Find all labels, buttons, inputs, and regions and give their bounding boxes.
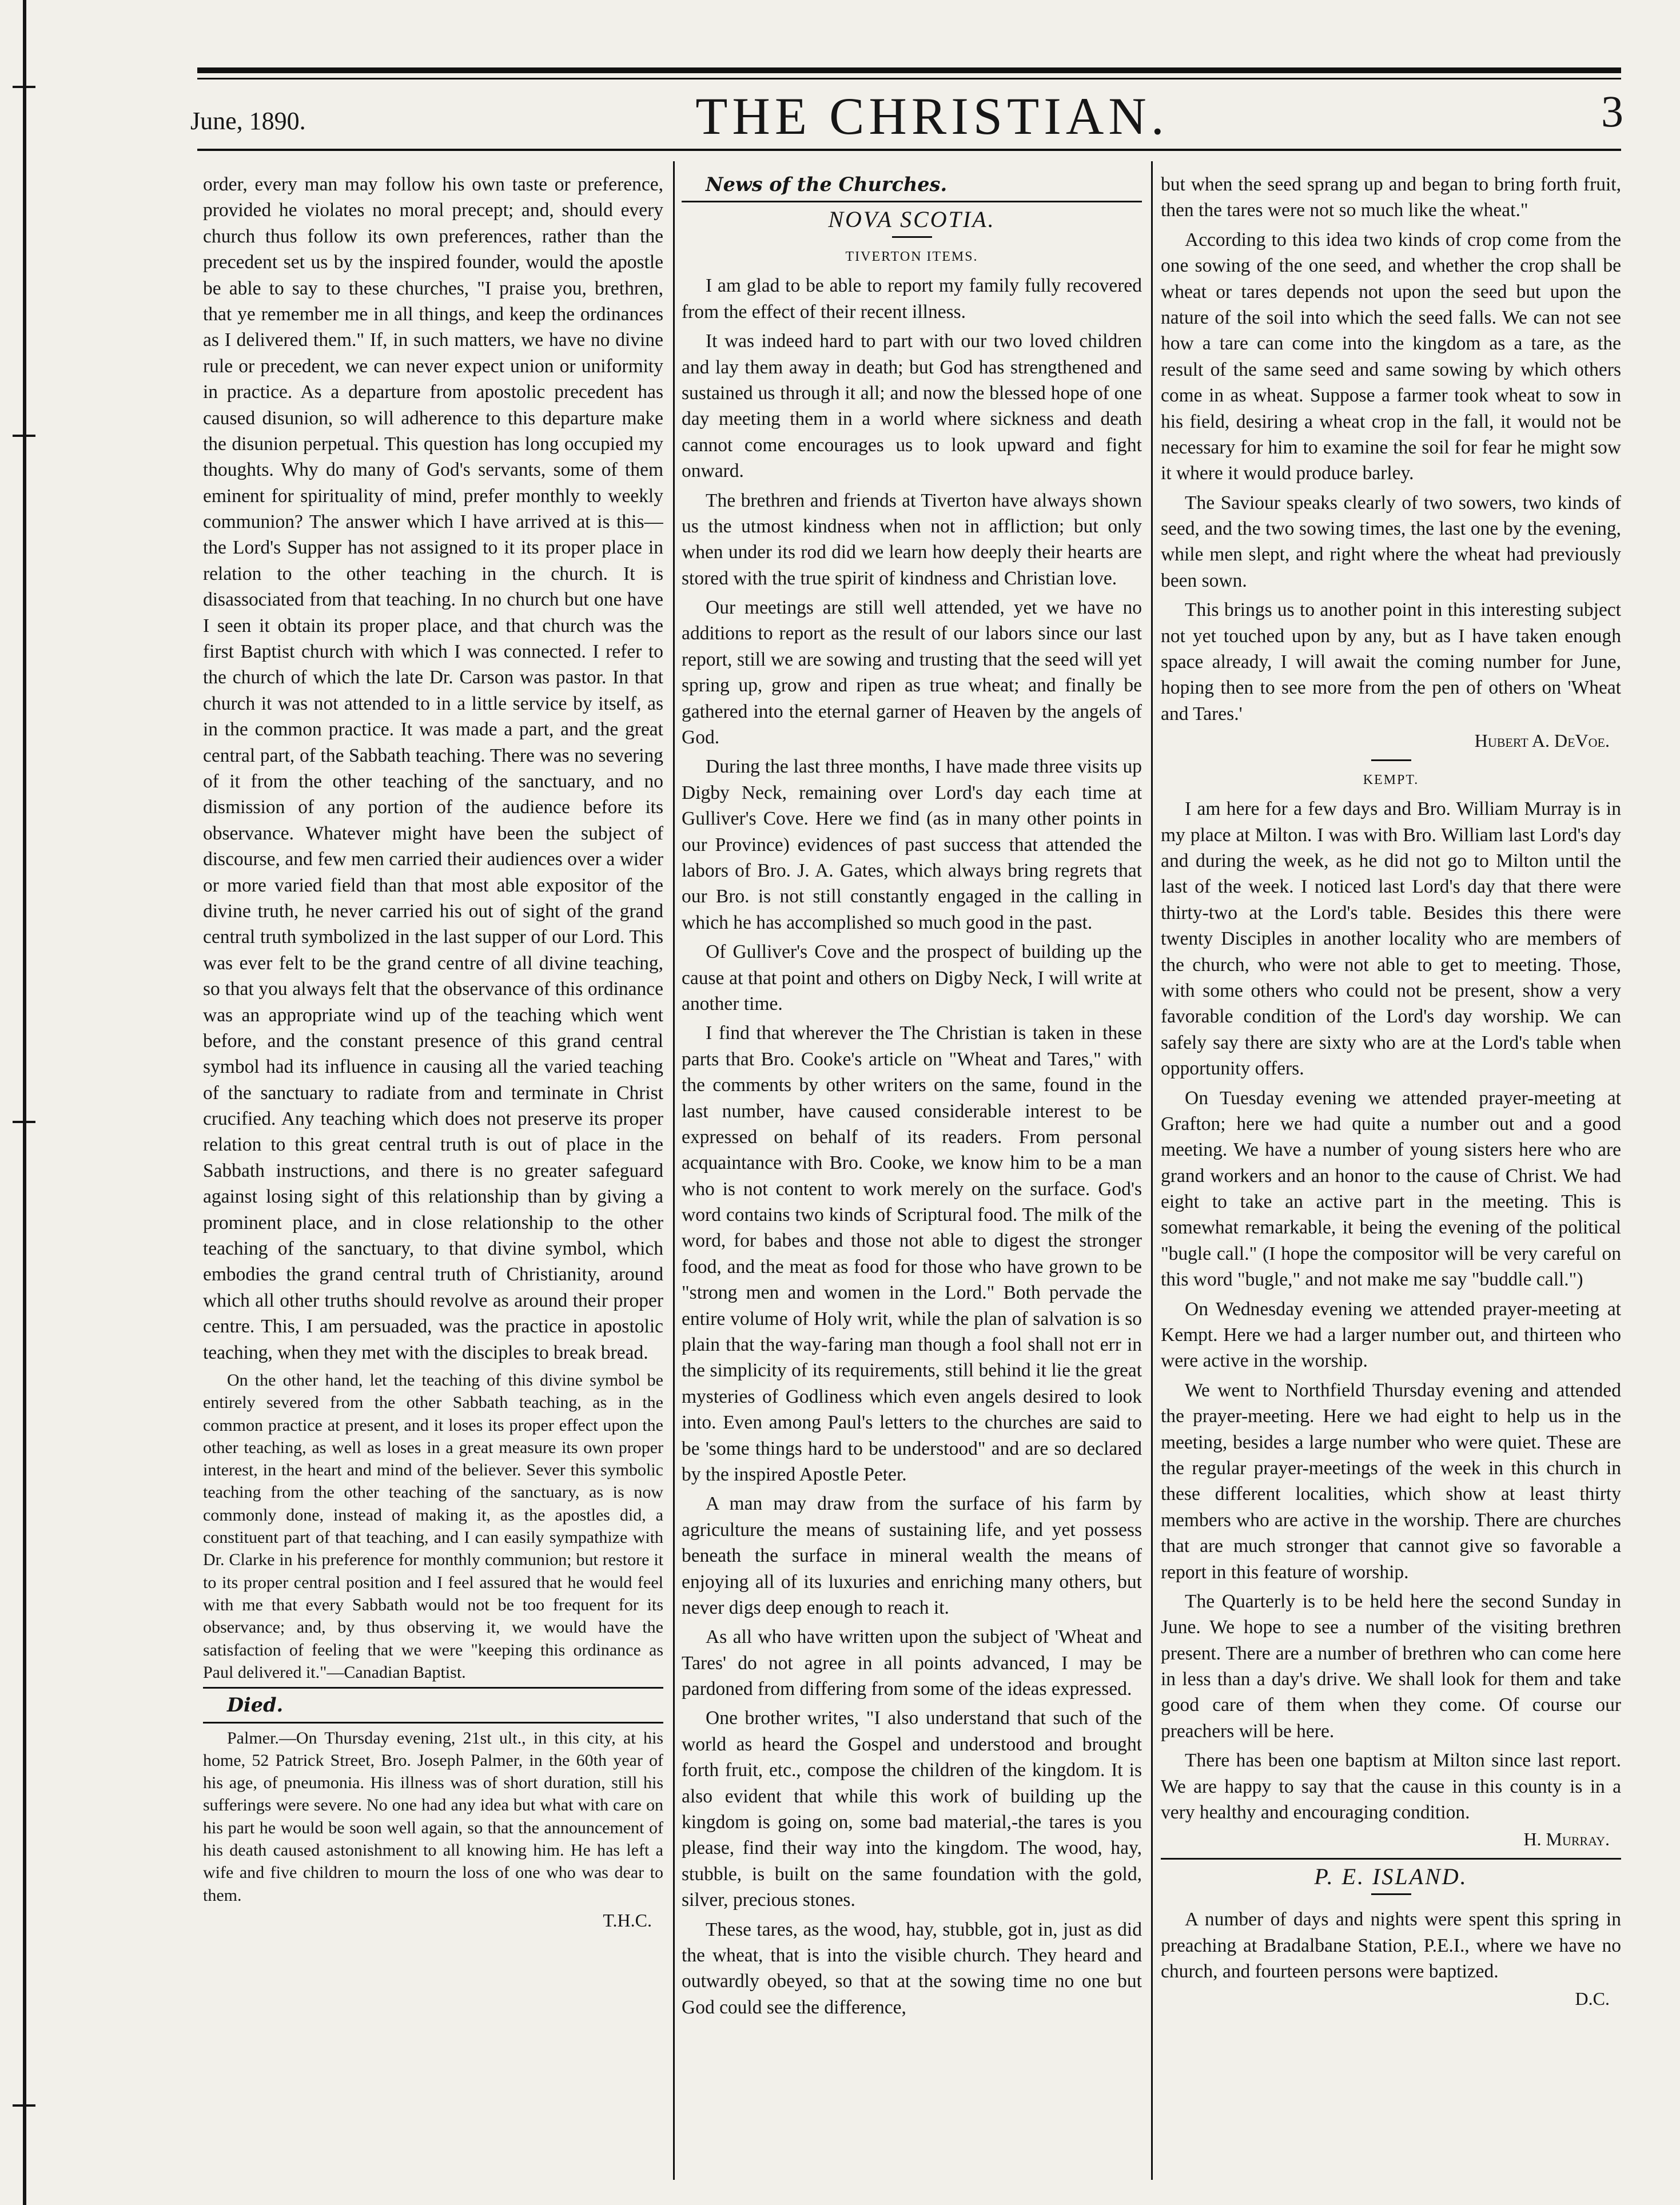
article-paragraph: On Wednesday evening we attended prayer-meeting at Kempt. Here we had a larger number out, and thirteen who were active in the worship.: [1161, 1298, 1621, 1372]
article-paragraph: The brethren and friends at Tiverton have always shown us the utmost kindness when not in affliction; but only when under its rod did we learn how deeply their hearts are stored with the true spirit of kindness and Christian love.: [682, 489, 1142, 589]
masthead-title: THE CHRISTIAN.: [695, 87, 1169, 145]
subhead-kempt: KEMPT.: [1363, 773, 1419, 788]
article-paragraph: but when the seed sprang up and began to bring forth fruit, then the tares were not so much like the wheat.": [1161, 174, 1621, 221]
header-top-rule: [197, 67, 1621, 73]
article-paragraph: A man may draw from the surface of his farm by agriculture the means of sustaining life, and yet possess beneath the surface in mineral wealth the means of enjoying all of its luxuries and enriching many others, but never digs deep enough to reach it.: [682, 1493, 1142, 1618]
binding-tick: [13, 435, 35, 437]
column-separator: [1151, 161, 1153, 2180]
obituary-text: Palmer.—On Thursday evening, 21st ult., in this city, at his home, 52 Patrick Street, Bro. Joseph Palmer, in the 60th year of his age, of pneumonia. His illness was of short duration, still his sufferings were severe. No one had any idea but what with care on his part he would be soon well again, so that the announcement of his death caused astonishment to all knowing him. He has left a wife and five children to mourn the loss of one who was dear to them.: [203, 1728, 663, 1905]
binding-tick: [13, 2104, 35, 2107]
article-paragraph: During the last three months, I have made three visits up Digby Neck, remaining over Lord's day each time at Gulliver's Cove. Here we find (as in many other points in our Province) evidences of past success that attended the labors of Bro. J. A. Gates, which always bring regrets that our Bro. is not still constantly engaged in the calling in which he has accomplished so much good in the past.: [682, 756, 1142, 933]
article-paragraph: One brother writes, "I also understand that such of the world as heard the Gospel and understood and brought forth fruit, etc., compose the children of the kingdom. It is also evident that while this work of building up the kingdom is going on, some bad material,-the tares is you please, find their way into the kingdom. The wood, hay, stubble, is built on the same foundation with the gold, silver, precious stones.: [682, 1708, 1142, 1911]
article-paragraph: I find that wherever the The Christian is taken in these parts that Bro. Cooke's article on "Wheat and Tares," with the comments by other writers on the same, found in the last number, have caused considerable interest to be expressed on behalf of its readers. From personal acquaintance with Bro. Cooke, we know him to be a man who is not content to work merely on the surface. God's word contains two kinds of Scriptural food. The milk of the word, for babes and those not able to digest the stronger food, and the meat as food for those who have grown to be "strong men and women in the Lord." Both pervade the entire volume of Holy writ, while the plan of salvation is so plain that the way-faring man though a fool shall not err in the simplicity of its requirements, still behind it lie the great mysteries of Godliness which even angels desired to look into. Even among Paul's letters to the churches are said to be 'some things hard to be understood" and are so declared by the inspired Apostle Peter.: [682, 1022, 1142, 1485]
short-rule: [892, 236, 932, 238]
article-paragraph: According to this idea two kinds of crop come from the one sowing of the one seed, and whether the crop shall be wheat or tares depends not upon the seed but upon the nature of the soil into which the seed falls. We can not see how a tare can come into the kingdom as a tare, as the result of the same seed and same sowing by which others come in as wheat. Suppose a farmer took wheat to sow in his field, desiring a wheat crop in the fall, it would not be necessary for him to examine the soil for fear he might sow it where it would produce barley.: [1161, 229, 1621, 484]
news-of-the-churches-heading: News of the Churches.: [706, 173, 948, 196]
short-rule: [1371, 1893, 1411, 1895]
article-paragraph: A number of days and nights were spent this spring in preaching at Bradalbane Station, P.E.I., where we have no church, and fourteen persons were baptized.: [1161, 1909, 1621, 1983]
article-paragraph: order, every man may follow his own taste or preference, provided he violates no moral precept; and, should every church thus follow its own preferences, rather than the precedent set us by the inspired founder, would the apostle be able to say to these churches, "I praise you, brethren, that ye remember me in all things, and keep the ordinances as I delivered them." If, in such matters, we have no divine rule or precedent, we can never expect union or uniformity in practice. As a departure from apostolic precedent has caused disunion, so will adherence to this departure make the disunion perpetual. This question has long occupied my thoughts. Why do many of God's servants, some of them eminent for spirituality of mind, prefer monthly to weekly communion? The answer which I have arrived at is this—the Lord's Supper has not assigned to it its proper place in relation to the other teaching in the church. It is disassociated from that teaching. In no church but one have I seen it obtain its proper place, and that church was the first Baptist church with which I was connected. I refer to the church of which the late Dr. Carson was pastor. In that church it was not attended to in a little service by itself, as in the common practice. It was made a part, and the great central part, of the Sabbath teaching. There was no severing of it from the other teaching of the sanctuary, and no dismission of any portion of the audience before its observance. Whatever might have been the subject of discourse, and few men carried their audiences over a wider or more varied field than that most able expositor of the divine truth, he never carried his out of sight of the grand central truth symbolized in the last supper of our Lord. This was ever felt to be the grand centre of all divine teaching, so that you always felt that the observance of this ordinance was an appropriate wind up of the teaching which went before, and the constant presence of this grand central symbol had its influence in causing all the varied teaching of the sanctuary to radiate from and terminate in Christ crucified. Any teaching which does not preserve its proper relation to this great central truth is out of place in the Sabbath instructions, and there is no greater safeguard against losing sight of this relationship than by giving a prominent place, and in close relationship to the other teaching of the sanctuary, to that divine symbol, which embodies the grand central truth of Christianity, around which all other truths should revolve as around their proper centre. This, I am persuaded, was the practice in apostolic teaching, when they met with the disciples to break bread.: [203, 174, 663, 1363]
article-paragraph: On the other hand, let the teaching of this divine symbol be entirely severed from the other Sabbath teaching, as in the common practice at present, and it loses its proper effect upon the other teaching, as well as loses in a great measure its own proper interest, in the heart and mind of the believer. Sever this symbolic teaching from the other teaching of the sanctuary, as is now commonly done, instead of making it, as the apostles did, a constituent part of that teaching, and I can easily sympathize with Dr. Clarke in his preference for monthly communion; but restore it to its proper central position and I feel assured that he would feel with me that every Sabbath would not be too frequent for its observance; and, by thus observing it, we would have the satisfaction of feeling that we were "keeping this ordinance as Paul delivered it."—Canadian Baptist.: [203, 1370, 663, 1682]
header-bottom-rule: [197, 149, 1621, 151]
column-1: [203, 172, 663, 2173]
article-paragraph: The Quarterly is to be held here the second Sunday in June. We hope to see a number of the visiting brethren present. There are a number of brethren who can come here in less than a day's drive. We shall look for them and take good care of them when they come. Of course our preachers will be here.: [1161, 1590, 1621, 1742]
column-3: [1161, 172, 1621, 2173]
article-paragraph: The Saviour speaks clearly of two sowers, two kinds of seed, and the two sowing times, the last one by the evening, while men slept, and right where the wheat had previously been sown.: [1161, 492, 1621, 591]
column-2: [682, 172, 1142, 2173]
author-signature: D.C.: [1575, 1988, 1610, 2009]
issue-date: June, 1890.: [190, 107, 306, 135]
section-rule: [682, 201, 1142, 202]
section-rule: [1161, 1858, 1621, 1860]
author-signature: H. Murray.: [1523, 1829, 1610, 1850]
article-paragraph: Of Gulliver's Cove and the prospect of building up the cause at that point and others on Digby Neck, I will write at another time.: [682, 941, 1142, 1014]
article-paragraph: These tares, as the wood, hay, stubble, got in, just as did the wheat, that is into the visible church. They heard and outwardly obeyed, so that at the sowing time no one but God could see the difference,: [682, 1919, 1142, 2018]
article-paragraph: I am glad to be able to report my family fully recovered from the effect of their recent illness.: [682, 275, 1142, 323]
column-separator: [673, 161, 675, 2180]
author-signature: Hubert A. DeVoe.: [1474, 730, 1610, 751]
binding-margin-line: [23, 0, 26, 2205]
page-number: 3: [1601, 86, 1623, 136]
binding-tick: [13, 86, 35, 88]
article-paragraph: Our meetings are still well attended, yet we have no additions to report as the result of our labors since our last report, still we are sowing and trusting that the seed will yet spring up, grow and ripen as true wheat; and finally be gathered into the eternal garner of Heaven by the angels of God.: [682, 597, 1142, 749]
article-paragraph: It was indeed hard to part with our two loved children and lay them away in death; but God has strengthened and sustained us through it all; and now the blessed hope of one day meeting them in a world where sickness and death cannot come encourages us to look upward and fight onward.: [682, 331, 1142, 482]
article-paragraph: We went to Northfield Thursday evening and attended the prayer-meeting. Here we had eight to help us in the meeting, besides a large number who were quiet. These are the regular prayer-meetings of the week in this church in these different localities, which show at least thirty members who are active in the worship. There are churches that are much stronger that cannot give so favorable a report in this feature of worship.: [1161, 1379, 1621, 1583]
article-paragraph: As all who have written upon the subject of 'Wheat and Tares' do not agree in all points advanced, I may be pardoned from differing from some of the ideas expressed.: [682, 1626, 1142, 1700]
section-pe-island: P. E. ISLAND.: [1314, 1864, 1468, 1890]
subhead-tiverton: TIVERTON ITEMS.: [845, 249, 978, 265]
binding-tick: [13, 1121, 35, 1123]
short-rule: [1371, 759, 1411, 761]
article-paragraph: This brings us to another point in this interesting subject not yet touched upon by any, but as I have taken enough space already, I will await the coming number for June, hoping then to see more from the pen of others on 'Wheat and Tares.': [1161, 599, 1621, 725]
article-paragraph: On Tuesday evening we attended prayer-meeting at Grafton; here we had quite a number out and a good meeting. We have a number of young sisters here who are grand workers and an honor to the cause of Christ. We had eight to take an active part in the meeting. This is somewhat remarkable, it being the evening of the political "bugle call." (I hope the compositor will be very careful on this word "bugle," and not make me say "buddle call."): [1161, 1087, 1621, 1291]
section-rule: [203, 1687, 663, 1689]
obituary-signature: T.H.C.: [603, 1909, 652, 1931]
header-top-rule-thin: [197, 78, 1621, 79]
section-nova-scotia: NOVA SCOTIA.: [828, 206, 996, 233]
died-heading: Died.: [227, 1694, 284, 1717]
article-paragraph: I am here for a few days and Bro. William Murray is in my place at Milton. I was with Bro. William last Lord's day and during the week, as he did not go to Milton until the last of the week. I noticed last Lord's day that there were thirty-two at the Lord's table. Besides this there were twenty Disciples in another locality who are members of the church, who were not able to get to meeting. Those, with some others who could not be present, show a very favorable condition of the Lord's day worship. We can safely say there are sixty who are at the Lord's table when opportunity offers.: [1161, 798, 1621, 1080]
section-rule: [203, 1722, 663, 1724]
article-paragraph: There has been one baptism at Milton since last report. We are happy to say that the cause in this county is in a very healthy and encouraging condition.: [1161, 1750, 1621, 1824]
